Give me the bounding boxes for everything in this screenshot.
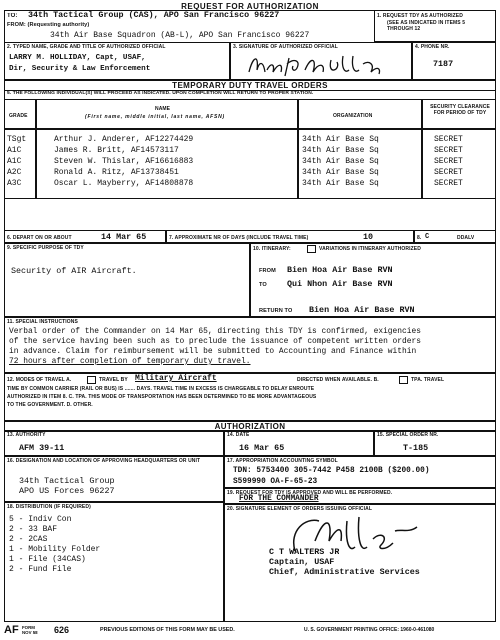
box1-request	[374, 10, 496, 42]
distribution-item: 2 - Fund File	[9, 565, 72, 574]
item7-days: 7. APPROXIMATE NR OF DAYS (INCLUDE TRAVEL TIME) 10	[166, 230, 414, 243]
item9-value: Security of AIR Aircraft.	[11, 266, 137, 276]
box2-label: 2. TYPED NAME, GRADE AND TITLE OF AUTHORIZED OFFICIAL	[7, 44, 166, 50]
item16-approving-hq: 16. DESIGNATION AND LOCATION OF APPROVING HEADQUARTERS OR UNIT 34th Tactical Group APO US Forces 96227	[4, 456, 224, 502]
footer-form: FORM NOV 58	[22, 625, 38, 635]
box3-label: 3. SIGNATURE OF AUTHORIZED OFFICIAL	[233, 44, 338, 50]
row-grade: A1C	[7, 146, 22, 155]
box1-sub: (SEE AS INDICATED IN ITEMS 5 THROUGH 12	[387, 20, 466, 32]
row-org: 34th Air Base Sq	[302, 179, 379, 188]
tdy-orders-heading: TEMPORARY DUTY TRAVEL ORDERS	[4, 80, 496, 91]
box2-line1: LARRY M. HOLLIDAY, Capt, USAF,	[9, 54, 146, 62]
box4-value: 7187	[433, 59, 454, 69]
row-security: SECRET	[434, 146, 463, 155]
item20-line1: C T WALTERS JR	[269, 547, 340, 557]
row-security: SECRET	[434, 135, 463, 144]
item19-approval: 19. REQUEST FOR TDY IS APPROVED AND WILL BE PERFORMED. FOR THE COMMANDER	[224, 488, 496, 504]
travel-mode-b-checkbox[interactable]	[399, 376, 408, 384]
item20-line3: Chief, Administrative Services	[269, 567, 420, 577]
from-label: FROM: (Requesting authority)	[7, 22, 90, 28]
item15-value: T-185	[403, 443, 429, 453]
from-value: 34th Air Base Squadron (AB-L), APO San Francisco 96227	[50, 31, 310, 40]
item17-line1: TDN: 5753400 305-7442 P458 2100B ($200.00)	[233, 467, 430, 475]
row-grade: TSgt	[7, 135, 27, 144]
row-org: 34th Air Base Sq	[302, 157, 379, 166]
item8-delay: 8. C DDALV	[414, 230, 496, 243]
item14-date: 14. DATE 16 Mar 65	[224, 430, 374, 456]
item19-value: FOR THE COMMANDER	[239, 495, 319, 503]
item7-value: 10	[363, 232, 374, 242]
item5-label: 5. THE FOLLOWING INDIVIDUAL(S) WILL PROCEED AS INDICATED. UPON COMPLETION WILL RETURN TO PROPER STATION.	[7, 91, 314, 96]
footer-form-number: 626	[54, 625, 70, 635]
col-name-header: NAME (First name, middle initial, last name, AFSN)	[36, 99, 298, 129]
form-title: REQUEST FOR AUTHORIZATION	[181, 2, 319, 11]
to-value: 34th Tactical Group (CAS), APO San Francisco 96227	[28, 10, 280, 20]
row-security: SECRET	[434, 168, 463, 177]
authorization-heading: AUTHORIZATION	[4, 421, 496, 432]
row-grade: A3C	[7, 179, 22, 188]
item6-depart: 6. DEPART ON OR ABOUT 14 Mar 65	[4, 230, 166, 243]
item17-accounting: 17. APPROPRIATION ACCOUNTING SYMBOL TDN: 5753400 305-7442 P458 2100B ($200.00) S599990 OA-F-65-23	[224, 456, 496, 488]
distribution-item: 2 - 33 BAF	[9, 525, 58, 534]
item10-itinerary: 10. ITINERARY: VARIATIONS IN ITINERARY AUTHORIZED FROM Bien Hoa Air Base RVN TO Qui Nhon Air Base RVN RETURN TO Bien Hoa Air Base RVN	[250, 243, 496, 317]
item11-special-instructions: 11. SPECIAL INSTRUCTIONS Verbal order of the Commander on 14 Mar 65, directing this TDY is confirmed, exigencies of the service having been such as to preclude the issuance of competent written orders in advance. Claim for reimbursement will be submitted to Accounting and Finance within 72 hours after completion of temporary duty travel.	[4, 317, 496, 373]
row-org: 34th Air Base Sq	[302, 135, 379, 144]
instruction-line: 72 hours after completion of temporary duty travel.	[9, 357, 251, 366]
travel-mode-value: Military Aircraft	[135, 374, 217, 383]
instruction-line: Verbal order of the Commander on 14 Mar 65, directing this TDY is confirmed, exigencies	[9, 327, 421, 336]
col-security-header: SECURITY CLEARANCE FOR PERIOD OF TDY	[422, 99, 496, 129]
col-grade-header: GRADE	[4, 99, 36, 129]
item8-c: C	[425, 233, 430, 241]
distribution-item: 1 - File (34CAS)	[9, 555, 86, 564]
item13-authority: 13. AUTHORITY AFM 39-11	[4, 430, 224, 456]
col-org-header: ORGANIZATION	[298, 99, 422, 129]
item18-distribution: 18. DISTRIBUTION (IF REQUIRED) 5 - Indiv Con 2 - 33 BAF 2 - 2CAS 1 - Mobility Folder 1 - File (34CAS) 2 - Fund File	[4, 502, 224, 622]
holliday-signature	[245, 50, 385, 80]
row-name: Steven W. Thislar, AF16616883	[54, 157, 194, 166]
item6-value: 14 Mar 65	[101, 232, 147, 242]
row-org: 34th Air Base Sq	[302, 146, 379, 155]
distribution-item: 1 - Mobility Folder	[9, 545, 101, 554]
travel-mode-a-checkbox[interactable]	[87, 376, 96, 384]
itinerary-variation-checkbox[interactable]	[307, 245, 316, 253]
row-grade: A1C	[7, 157, 22, 166]
box4-phone	[412, 42, 496, 80]
itinerary-from: Bien Hoa Air Base RVN	[287, 265, 393, 275]
item20-signature-element: 20. SIGNATURE ELEMENT OF ORDERS ISSUING OFFICIAL C T WALTERS JR Captain, USAF Chief, Administrative Services	[224, 504, 496, 622]
item15-order-nr: 15. SPECIAL ORDER NR. T-185	[374, 430, 496, 456]
distribution-item: 2 - 2CAS	[9, 535, 48, 544]
row-name: James R. Britt, AF14573117	[54, 146, 179, 155]
box2-name-title	[4, 42, 230, 80]
form-footer	[4, 624, 496, 638]
box4-label: 4. PHONE NR.	[415, 44, 450, 50]
footer-af: AF	[4, 624, 19, 636]
item13-value: AFM 39-11	[19, 443, 65, 453]
itinerary-to: Qui Nhon Air Base RVN	[287, 279, 393, 289]
distribution-item: 5 - Indiv Con	[9, 515, 72, 524]
item9-purpose: 9. SPECIFIC PURPOSE OF TDY Security of AIR Aircraft.	[4, 243, 250, 317]
row-name: Arthur J. Anderer, AF12274429	[54, 135, 194, 144]
row-name: Oscar L. Mayberry, AF14808878	[54, 179, 194, 188]
row-org: 34th Air Base Sq	[302, 168, 379, 177]
item16-line1: 34th Tactical Group	[19, 476, 115, 486]
box2-line2: Dir, Security & Law Enforcement	[9, 65, 151, 73]
item17-line2: S599990 OA-F-65-23	[233, 478, 318, 486]
item8-value: DDALV	[457, 235, 475, 241]
row-name: Ronald A. Ritz, AF13738451	[54, 168, 179, 177]
to-label: TO:	[7, 13, 18, 19]
item20-line2: Captain, USAF	[269, 557, 335, 567]
row-security: SECRET	[434, 157, 463, 166]
box3-signature	[230, 42, 412, 80]
footer-previous-editions: PREVIOUS EDITIONS OF THIS FORM MAY BE USED.	[100, 627, 235, 633]
box1-label: 1. REQUEST TDY AS AUTHORIZED	[377, 13, 463, 19]
item16-line2: APO US Forces 96227	[19, 486, 115, 496]
itinerary-return: Bien Hoa Air Base RVN	[309, 305, 415, 315]
footer-gpo: U. S. GOVERNMENT PRINTING OFFICE: 1960-0-461080	[304, 627, 435, 633]
item12-modes-of-travel: 12. MODES OF TRAVEL A. TRAVEL BY Military Aircraft DIRECTED WHEN AVAILABLE. B. TPA. TRAVEL TIME BY COMMON CARRIER (RAIL OR BUS) IS ....... DAYS. TRAVEL TIME IN EXCESS IS CHARGEABLE TO DELAY ENROUTE AUTHORIZED IN ITEM 8. C. TPA. THIS MODE OF TRANSPORTATION HAS BEEN DETERMINED TO BE MORE ADVANTAGEOUS TO THE GOVERNMENT. D. OTHER.	[4, 373, 496, 421]
item14-value: 16 Mar 65	[239, 443, 285, 453]
row-grade: A2C	[7, 168, 22, 177]
instruction-line: of the service having been such as to preclude the issuance of competent written orders	[9, 337, 421, 346]
row-security: SECRET	[434, 179, 463, 188]
instruction-line: in advance. Claim for reimbursement will be submitted to Accounting and Finance within	[9, 347, 417, 356]
